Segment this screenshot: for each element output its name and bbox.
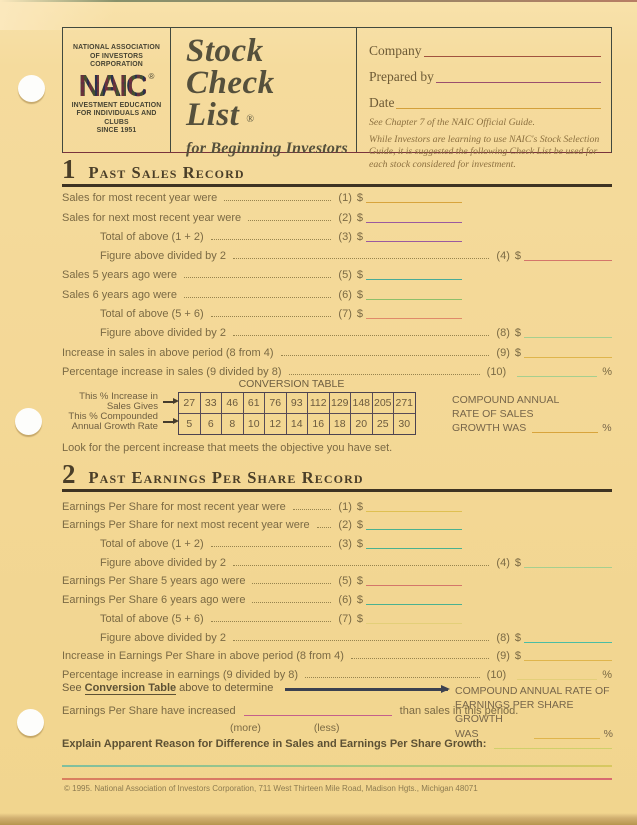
percent-sign: %: [602, 668, 612, 681]
naic-logo: [63, 28, 171, 152]
label-line: This % Compounded: [68, 411, 158, 422]
blank-underline: [517, 679, 597, 680]
note-line: RATE OF SALES: [452, 407, 534, 420]
eps-increase-line: [62, 705, 519, 718]
row-label: Increase in Earnings Per Share in above period (8 from 4): [62, 650, 344, 663]
title-word: Stock: [186, 33, 264, 69]
conversion-cell: 5: [179, 414, 200, 434]
form-subtitle: for Beginning Investors: [186, 140, 348, 157]
naic-wordmark-row: [78, 67, 155, 103]
dotted-leader: [224, 200, 331, 201]
row-number: (9): [496, 346, 510, 359]
blank-underline: [366, 279, 462, 280]
dollar-sign: $: [356, 288, 363, 301]
form-row: [62, 302, 612, 321]
more-less-labels: [62, 722, 340, 734]
prepared-by-field: [369, 59, 601, 85]
conversion-cell: 76: [265, 393, 286, 413]
section-number: 1: [62, 154, 76, 184]
row-number: (4): [496, 250, 510, 263]
field-label: Prepared by: [369, 69, 434, 84]
blank-underline: [524, 357, 612, 358]
blank-underline: [366, 511, 462, 512]
logo-text-line: OF INVESTORS CORPORATION: [90, 52, 143, 69]
row-number: (5): [338, 575, 352, 588]
dotted-leader: [233, 640, 489, 641]
blank-underline: [366, 529, 462, 530]
dollar-sign: $: [356, 612, 363, 625]
blank-underline: [524, 260, 612, 261]
row-number: (6): [338, 594, 352, 607]
section-1-heading: [62, 156, 612, 187]
row-label: Earnings Per Share for most recent year were: [62, 500, 286, 513]
conversion-cell: 61: [244, 393, 265, 413]
form-row: [62, 588, 612, 607]
row-label: Figure above divided by 2: [100, 631, 226, 644]
dollar-sign: $: [356, 519, 363, 532]
blank-underline: [366, 202, 462, 203]
section-2-rows: [62, 495, 612, 682]
row-label: Total of above (1 + 2): [100, 538, 204, 551]
note-line: EARNINGS PER SHARE: [455, 699, 574, 712]
usage-note: While Investors are learning to use NAIC's Stock Selection Guide, it is suggested the following Check List be used for each stock considered for investment.: [369, 133, 600, 170]
row-label: Total of above (1 + 2): [100, 230, 204, 243]
blank-underline: [366, 548, 462, 549]
row-label: Earnings Per Share have increased: [62, 705, 236, 717]
see-text: See: [62, 682, 85, 694]
section-title: Past Earnings Per Share Record: [88, 468, 364, 487]
conversion-cell: 93: [287, 393, 308, 413]
dollar-sign: $: [356, 308, 363, 321]
field-label: Company: [369, 43, 422, 58]
percent-sign: %: [602, 365, 612, 378]
form-row: [62, 663, 612, 682]
form-row: [62, 551, 612, 570]
form-row: [62, 514, 612, 533]
row-number: (2): [338, 519, 352, 532]
punch-hole: [15, 408, 42, 435]
row-number: (5): [338, 269, 352, 282]
blank-underline: [524, 660, 612, 661]
form-header: [62, 27, 612, 170]
dotted-leader: [211, 316, 332, 317]
dotted-leader: [289, 374, 480, 375]
blank-underline: [524, 642, 612, 643]
note-line: GROWTH WAS: [452, 421, 527, 434]
dollar-sign: $: [356, 192, 363, 205]
see-text: above to determine: [176, 682, 274, 694]
right-arrow-icon: [163, 421, 174, 423]
section-1-rows: [62, 186, 612, 379]
blank-underline: [244, 715, 392, 716]
conversion-row-label: [62, 412, 158, 432]
blank-underline: [517, 376, 597, 377]
row-label: Sales 5 years ago were: [62, 269, 177, 282]
label-line: Sales Gives: [106, 401, 158, 412]
conversion-table-title: CONVERSION TABLE: [238, 378, 345, 390]
see-conversion-line: [62, 682, 458, 695]
dotted-leader: [317, 527, 332, 528]
right-arrow-icon: [163, 401, 174, 403]
note-line: GROWTH WAS: [455, 713, 503, 740]
company-field: [369, 33, 601, 59]
row-number: (10): [486, 668, 507, 681]
row-number: (3): [338, 538, 352, 551]
section-number: 2: [62, 459, 76, 489]
row-number: (7): [338, 612, 352, 625]
footer-copyright: © 1995. National Association of Investors Corporation, 711 West Thirteen Mile Road, Madison Hgts., Michigan 48071: [64, 784, 478, 793]
dotted-leader: [351, 658, 490, 659]
conversion-cell: 6: [201, 414, 222, 434]
form-row: [62, 205, 612, 224]
row-number: (7): [338, 308, 352, 321]
row-label: Earnings Per Share for next most recent year were: [62, 519, 310, 532]
row-label: Percentage increase in sales (9 divided by 8): [62, 365, 282, 378]
form-row: [62, 282, 612, 301]
row-label: Figure above divided by 2: [100, 250, 226, 263]
form-row: [62, 225, 612, 244]
conversion-row-labels: [62, 392, 158, 435]
dotted-leader: [211, 621, 332, 622]
conversion-cell: 18: [330, 414, 351, 434]
row-label: Sales for next most recent year were: [62, 211, 242, 224]
dotted-leader: [248, 220, 331, 221]
row-number: (9): [496, 650, 510, 663]
dotted-leader: [233, 258, 489, 259]
form-row: [62, 360, 612, 379]
scan-bottom-edge: [0, 813, 637, 825]
note-line: COMPOUND ANNUAL: [452, 394, 560, 406]
field-underline: [436, 82, 601, 83]
title-word: List: [186, 97, 240, 133]
blank-underline: [366, 604, 462, 605]
dollar-sign: $: [356, 538, 363, 551]
logo-text-line: NATIONAL ASSOCIATION: [73, 43, 160, 51]
row-label: Earnings Per Share 6 years ago were: [62, 594, 246, 607]
dotted-leader: [233, 335, 489, 336]
conversion-cell: 10: [244, 414, 265, 434]
conversion-cell: 271: [394, 393, 415, 413]
conversion-footnote: Look for the percent increase that meets the objective you have set.: [62, 442, 393, 455]
blank-underline: [524, 337, 612, 338]
conversion-cell: 33: [201, 393, 222, 413]
form-row: [62, 626, 612, 645]
conversion-row-label: [62, 392, 158, 412]
form-row: [62, 186, 612, 205]
page-corner-fold: [0, 0, 150, 30]
more-label: (more): [230, 722, 261, 734]
row-number: (6): [338, 288, 352, 301]
dollar-sign: $: [356, 269, 363, 282]
punch-hole: [17, 709, 44, 736]
dollar-sign: $: [356, 575, 363, 588]
form-row: [62, 244, 612, 263]
blank-underline: [366, 241, 462, 242]
less-label: (less): [313, 722, 340, 734]
dollar-sign: $: [514, 250, 521, 263]
logo-text-line: INVESTMENT EDUCATION: [71, 101, 162, 109]
dollar-sign: $: [514, 346, 521, 359]
row-number: (1): [338, 192, 352, 205]
punch-hole: [18, 75, 45, 102]
conversion-cell: 129: [330, 393, 351, 413]
row-number: (4): [496, 556, 510, 569]
date-field: [369, 85, 601, 111]
form-row: [62, 263, 612, 282]
blank-underline: [366, 318, 462, 319]
blank-underline: [532, 432, 598, 433]
conversion-cell: 30: [394, 414, 415, 434]
blank-underline: [494, 748, 612, 749]
logo-text-line: FOR INDIVIDUALS AND CLUBS: [76, 110, 157, 126]
blank-underline: [366, 222, 462, 223]
conversion-cell: 46: [222, 393, 243, 413]
dotted-leader: [252, 583, 331, 584]
dollar-sign: $: [356, 230, 363, 243]
explain-reason-line: [62, 738, 612, 751]
dotted-leader: [211, 239, 332, 240]
field-underline: [424, 56, 602, 57]
field-underline: [396, 108, 601, 109]
conversion-cell: 148: [351, 393, 372, 413]
row-number: (2): [338, 211, 352, 224]
row-number: (3): [338, 230, 352, 243]
dotted-leader: [211, 546, 332, 547]
title-word: Check: [186, 65, 275, 101]
dotted-leader: [252, 602, 331, 603]
explain-label: Explain Apparent Reason for Difference in Sales and Earnings Per Share Growth:: [62, 738, 487, 750]
percent-sign: %: [602, 421, 612, 434]
conversion-table-block: [62, 378, 612, 454]
dotted-leader: [293, 509, 332, 510]
dollar-sign: $: [514, 327, 521, 340]
dotted-leader: [305, 677, 480, 678]
form-row: [62, 495, 612, 514]
form-row: [62, 607, 612, 626]
conversion-cell: 16: [308, 414, 329, 434]
row-label: Sales for most recent year were: [62, 192, 218, 205]
row-label: Increase in sales in above period (8 from 4): [62, 346, 274, 359]
dollar-sign: $: [514, 650, 521, 663]
conversion-cell: 20: [351, 414, 372, 434]
form-row: [62, 645, 612, 664]
conversion-cell: 27: [179, 393, 200, 413]
dotted-leader: [281, 355, 490, 356]
row-label: Total of above (5 + 6): [100, 612, 204, 625]
form-row: [62, 532, 612, 551]
note-line: COMPOUND ANNUAL RATE OF: [455, 685, 610, 697]
title-word-row: [186, 99, 356, 136]
dollar-sign: $: [356, 500, 363, 513]
writing-line: [62, 765, 612, 767]
dollar-sign: $: [356, 211, 363, 224]
conversion-table: [178, 392, 416, 435]
long-right-arrow-icon: [285, 688, 448, 691]
dotted-leader: [184, 297, 331, 298]
row-number: (8): [496, 631, 510, 644]
guide-note: See Chapter 7 of the NAIC Official Guide.: [369, 117, 535, 128]
row-label: Percentage increase in earnings (9 divided by 8): [62, 668, 299, 681]
label-line: Annual Growth Rate: [71, 421, 158, 432]
row-number: (1): [338, 500, 352, 513]
field-label: Date: [369, 95, 395, 110]
dollar-sign: $: [356, 594, 363, 607]
conversion-cell: 8: [222, 414, 243, 434]
conversion-table-link: Conversion Table: [84, 682, 177, 694]
dotted-leader: [233, 565, 489, 566]
row-label: Figure above divided by 2: [100, 556, 226, 569]
row-number: (8): [496, 327, 510, 340]
conversion-cell: 12: [265, 414, 286, 434]
blank-underline: [524, 567, 612, 568]
form-row: [62, 340, 612, 359]
compound-sales-note: [452, 392, 612, 435]
section-2-heading: [62, 461, 612, 492]
registered-mark-icon: ®: [148, 71, 155, 81]
conversion-cell: 14: [287, 414, 308, 434]
row-label: Earnings Per Share 5 years ago were: [62, 575, 246, 588]
blank-underline: [366, 299, 462, 300]
blank-underline: [366, 585, 462, 586]
row-label: Total of above (5 + 6): [100, 308, 204, 321]
naic-plaid-wordmark: NAIC: [78, 67, 147, 103]
percent-sign: %: [603, 727, 613, 740]
section-title: Past Sales Record: [88, 163, 245, 182]
conversion-cell: 205: [373, 393, 394, 413]
header-fields-block: [357, 28, 611, 170]
registered-mark-icon: ®: [246, 114, 255, 125]
conversion-cell: 112: [308, 393, 329, 413]
dollar-sign: $: [514, 631, 521, 644]
footer-divider: [62, 778, 612, 780]
conversion-cell: 25: [373, 414, 394, 434]
row-label: Figure above divided by 2: [100, 327, 226, 340]
row-number: (10): [486, 365, 507, 378]
label-line: This % Increase in: [79, 391, 158, 402]
form-row: [62, 321, 612, 340]
logo-text-line: SINCE 1951: [96, 127, 137, 135]
dotted-leader: [184, 277, 331, 278]
dollar-sign: $: [514, 556, 521, 569]
form-title-block: [171, 28, 357, 157]
row-label: Sales 6 years ago were: [62, 288, 177, 301]
form-row: [62, 570, 612, 589]
row-label: than sales in this period.: [399, 705, 519, 717]
blank-underline: [366, 623, 462, 624]
